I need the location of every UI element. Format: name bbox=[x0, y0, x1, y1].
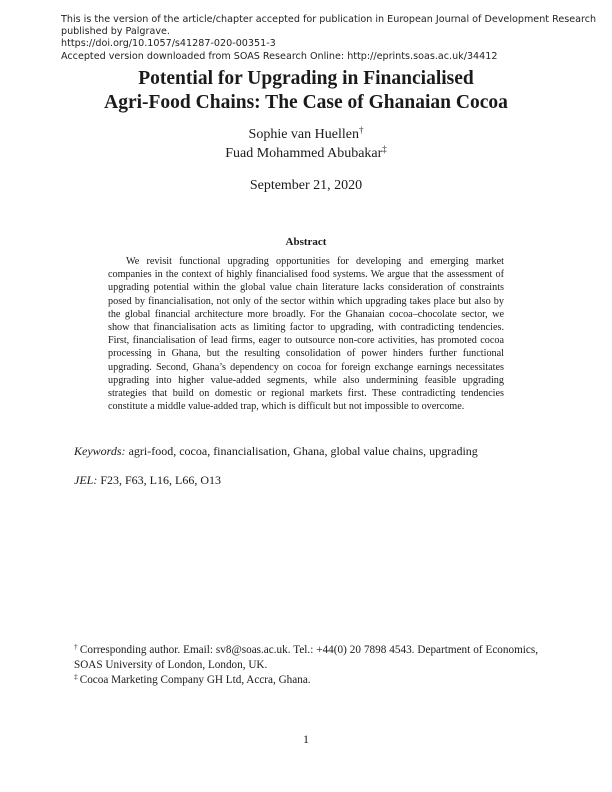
abstract-heading: Abstract bbox=[285, 236, 327, 248]
paper-title bbox=[0, 67, 612, 115]
footnote-mark: † bbox=[358, 125, 364, 135]
jel-codes bbox=[74, 473, 544, 488]
footnote bbox=[74, 643, 538, 673]
notice-line: This is the version of the article/chapter accepted for publication in European Journal of Development Research bbox=[61, 14, 597, 25]
footnote-mark: ‡ bbox=[74, 672, 78, 681]
footnote-mark: ‡ bbox=[382, 144, 387, 154]
jel-text: F23, F63, L16, L66, O13 bbox=[100, 473, 222, 487]
keywords-label: Keywords: bbox=[74, 444, 126, 458]
publication-notice bbox=[61, 14, 597, 63]
abstract-text: We revisit functional upgrading opportunities for developing and emerging market companies in the context of highly financialised food systems. We argue that the assessment of upgrading potential within the global value chain literature lacks consideration of constraints posed by financialisation, not only of the sector within which upgrading takes place but also by the global financial architecture more broadly. For the Ghanaian cocoa–chocolate sector, we show that financialisation acts as limiting factor to upgrading, with contradicting tendencies. First, financialisation of lead firms, eager to outsource non-core activities, has promoted cocoa processing in Ghana, but the resulting consolidation of power hinders further functional upgrading. Second, Ghana’s dependency on cocoa for foreign exchange earnings necessitates upgrading into higher value-added segments, while also undermining feasible upgrading strategies that build on domestic or regional markets first. These contradicting tendencies constitute a middle value-added trap, which is difficult but not impossible to overcome. bbox=[108, 256, 504, 413]
footnote-text: Corresponding author. Email: sv8@soas.ac.uk. Tel.: +44(0) 20 7898 4543. Department of Economics, SOAS University of London, London, UK. bbox=[74, 644, 538, 671]
author-name: Sophie van Huellen bbox=[248, 127, 359, 142]
footnotes bbox=[74, 643, 538, 688]
repository-link[interactable]: Accepted version downloaded from SOAS Research Online: http://eprints.soas.ac.uk/34412 bbox=[61, 50, 498, 62]
footnote-mark: † bbox=[74, 642, 78, 651]
keywords bbox=[74, 444, 544, 459]
footnote bbox=[74, 673, 538, 688]
author bbox=[0, 144, 612, 163]
jel-label: JEL: bbox=[74, 473, 98, 487]
doi-link[interactable]: https://doi.org/10.1057/s41287-020-00351-3 bbox=[61, 38, 276, 50]
title-line: Potential for Upgrading in Financialised bbox=[138, 68, 474, 89]
page-number: 1 bbox=[303, 732, 309, 746]
author-name: Fuad Mohammed Abubakar bbox=[225, 146, 383, 161]
publication-date: September 21, 2020 bbox=[249, 178, 363, 193]
author bbox=[0, 125, 612, 144]
notice-line: published by Palgrave. bbox=[61, 26, 170, 38]
keywords-text: agri-food, cocoa, financialisation, Ghana, global value chains, upgrading bbox=[128, 444, 478, 458]
author-list bbox=[0, 125, 612, 163]
title-line: Agri-Food Chains: The Case of Ghanaian Cocoa bbox=[104, 92, 508, 113]
footnote-text: Cocoa Marketing Company GH Ltd, Accra, Ghana. bbox=[79, 674, 311, 686]
